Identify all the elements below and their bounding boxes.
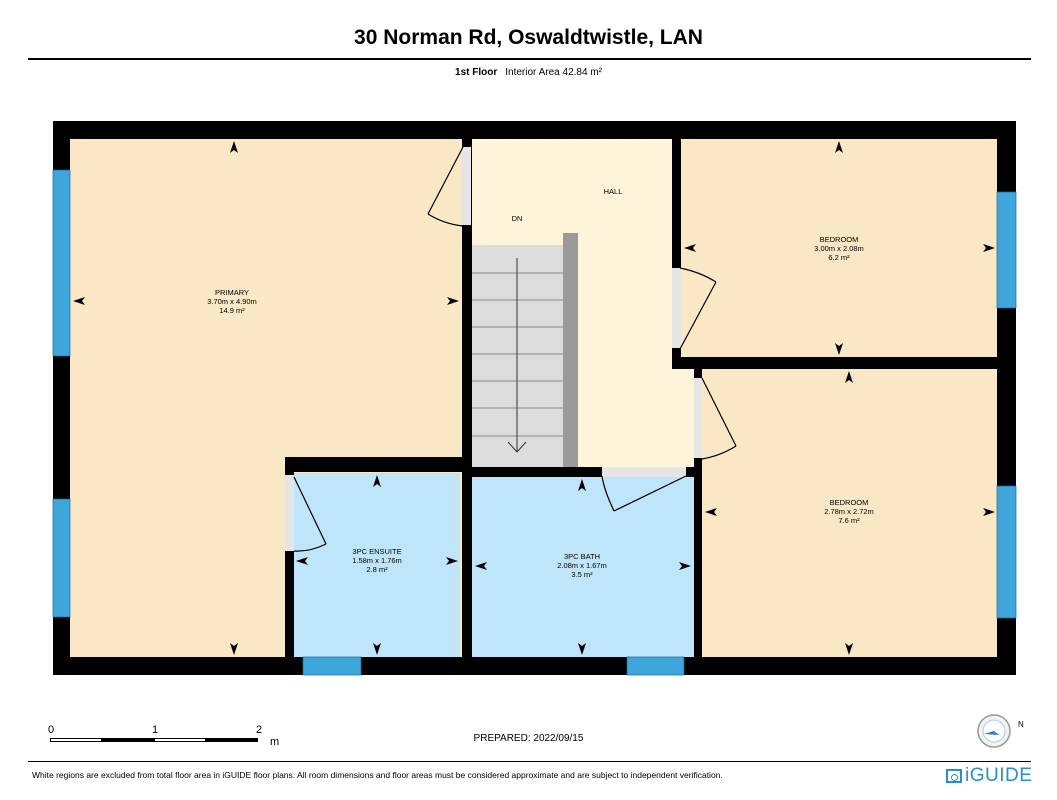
room-label: HALL <box>603 187 623 196</box>
logo-text: iGUIDE <box>965 765 1033 786</box>
compass-icon <box>975 712 1025 752</box>
compass-north-label: N <box>1018 720 1024 729</box>
floor-name: 1st Floor <box>455 67 498 78</box>
scale-tick: 2 <box>256 724 263 736</box>
scale-tick: 1 <box>152 724 159 736</box>
wall <box>672 357 997 369</box>
logo-icon <box>946 769 962 783</box>
room-label: BEDROOM <box>829 498 869 507</box>
staircase <box>472 233 578 467</box>
room-dims: 3.70m x 4.90m <box>207 297 257 306</box>
iguide-logo <box>946 765 1032 787</box>
room-area: 6.2 m² <box>828 253 850 262</box>
room-area: 2.8 m² <box>366 565 388 574</box>
page-title: 30 Norman Rd, Oswaldtwistle, LAN <box>354 26 703 49</box>
hall-lower <box>578 354 694 467</box>
room-label: 3PC BATH <box>563 552 601 561</box>
scale-tick: 0 <box>48 724 55 736</box>
floor-area: Interior Area 42.84 m² <box>505 67 602 78</box>
room-dims: 2.08m x 1.67m <box>557 561 607 570</box>
room-dims: 3.00m x 2.08m <box>814 244 864 253</box>
wall <box>285 457 472 472</box>
footer-divider <box>28 761 1031 762</box>
room-area: 7.6 m² <box>838 516 860 525</box>
disclaimer-text: White regions are excluded from total floor area in iGUIDE floor plans. All room dimensions and floor areas must be considered approximate and are subject to independent verification. <box>32 770 723 780</box>
scale-unit: m <box>270 736 280 748</box>
room-label: 3PC ENSUITE <box>352 547 402 556</box>
prepared-date: PREPARED: 2022/09/15 <box>473 733 584 744</box>
room-area: 3.5 m² <box>571 570 593 579</box>
stairs-label: DN <box>511 214 523 223</box>
room-label: PRIMARY <box>214 288 250 297</box>
room-dims: 1.58m x 1.76m <box>352 556 402 565</box>
room-area: 14.9 m² <box>219 306 245 315</box>
room-label: BEDROOM <box>819 235 859 244</box>
room-dims: 2.78m x 2.72m <box>824 507 874 516</box>
